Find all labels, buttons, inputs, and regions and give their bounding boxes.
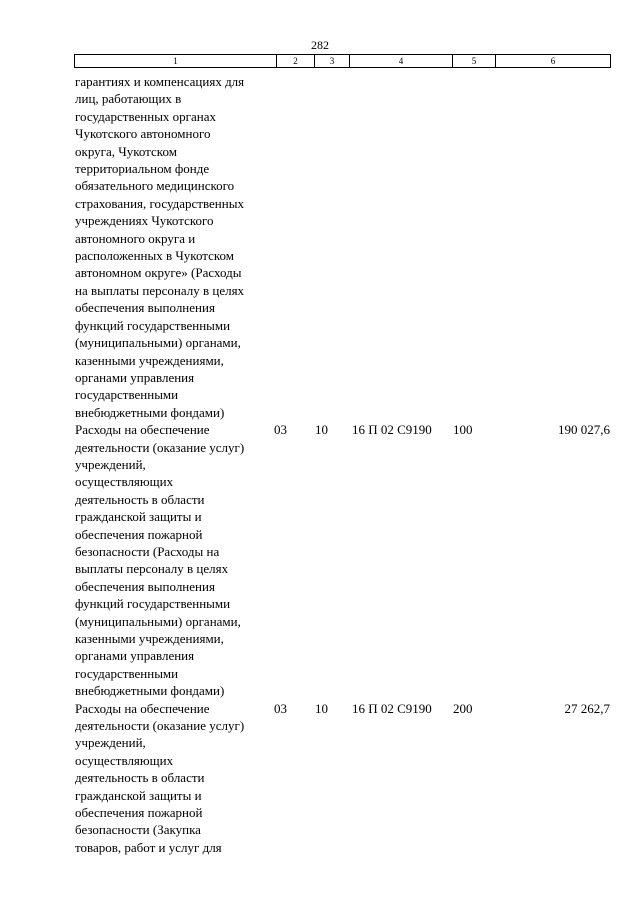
table-row <box>75 73 615 421</box>
section-code: 03 <box>274 422 287 438</box>
expense-name: Расходы на обеспечение деятельности (оказание услуг) учреждений, осуществляющих деятельность в области гражданской защиты и обеспечения пожарной безопасности (Закупка товаров, работ и услуг для <box>75 700 245 855</box>
expense-type-code: 100 <box>453 422 473 438</box>
expense-type-code: 200 <box>453 700 473 716</box>
amount: 27 262,7 <box>564 700 610 716</box>
column-header-4: 4 <box>350 55 453 68</box>
column-header-1: 1 <box>75 55 277 68</box>
column-header-5: 5 <box>453 55 496 68</box>
column-header-table <box>74 54 611 68</box>
table-body <box>75 73 615 856</box>
target-article-code: 16 П 02 С9190 <box>352 422 432 438</box>
section-code: 03 <box>274 700 287 716</box>
expense-name: гарантиях и компенсациях для лиц, работающих в государственных органах Чукотского автономного округа, Чукотском территориальном фонде обязательного медицинского страхования, государственных учреждениях Чукотского автономного округа и расположенных в Чукотском автономном округе» (Расходы на выплаты персоналу в целях обеспечения выполнения функций государственными (муниципальными) органами, казенными учреждениями, органами управления государственными внебюджетными фондами) <box>75 74 245 420</box>
table-row <box>75 421 615 700</box>
column-header-2: 2 <box>277 55 315 68</box>
subsection-code: 10 <box>315 422 328 438</box>
table-row <box>75 700 615 857</box>
amount: 190 027,6 <box>558 422 610 438</box>
expense-name: Расходы на обеспечение деятельности (оказание услуг) учреждений, осуществляющих деятельность в области гражданской защиты и обеспечения пожарной безопасности (Расходы на выплаты персоналу в целях обеспечения выполнения функций государственными (муниципальными) органами, казенными учреждениями, органами управления государственными внебюджетными фондами) <box>75 422 245 699</box>
column-header-row <box>75 55 611 68</box>
column-header-3: 3 <box>315 55 350 68</box>
column-header-6: 6 <box>496 55 611 68</box>
page-number: 282 <box>311 38 329 52</box>
subsection-code: 10 <box>315 700 328 716</box>
target-article-code: 16 П 02 С9190 <box>352 700 432 716</box>
